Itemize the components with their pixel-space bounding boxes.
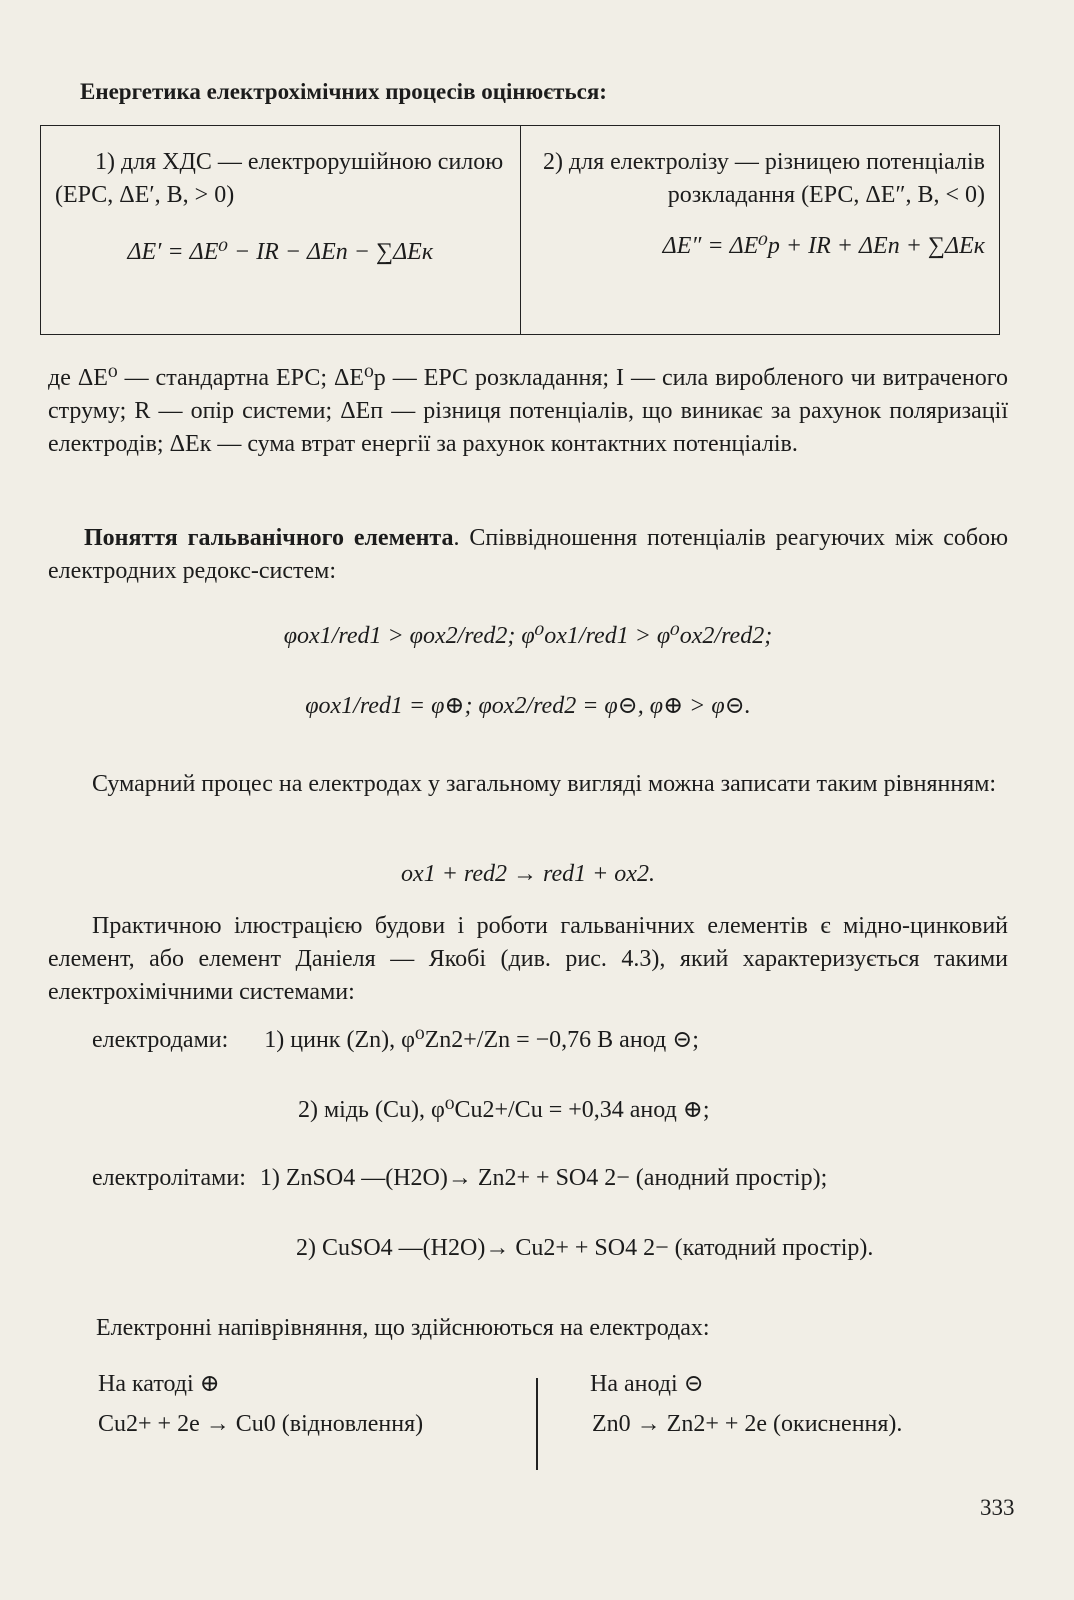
paragraph-definitions: де ΔE⁰ — стандартна ЕРС; ΔE⁰р — ЕРС розкладання; I — сила виробленого чи витраченого струму; R — опір системи; ΔEп — різниця потенціалів, що виникає за рахунок поляризації електродів; ΔEк — сума втрат енергії за рахунок контактних потенціалів. xyxy=(48,365,1008,458)
equation-overall: ox1 + red2 → red1 + ox2. xyxy=(401,861,655,887)
page-number: 333 xyxy=(980,1495,1015,1520)
electrode-copper: 2) мідь (Cu), φ⁰Cu2+/Cu = +0,34 анод ⊕; xyxy=(298,1097,710,1123)
table-cell-galvanic xyxy=(41,126,521,335)
cathode-title: На катоді ⊕ xyxy=(98,1371,220,1397)
cell-text-right: 2) для електролізу — різницею потенціалів розкладання (ЕРС, ΔE″, В, < 0) xyxy=(542,149,985,209)
electrolytes-label: електролітами: xyxy=(92,1165,246,1191)
cell-text-left: 1) для ХДС — електрорушійною силою (ЕРС, ΔE′, В, > 0) xyxy=(55,149,504,209)
term-galvanic-element: Поняття гальванічного елемента xyxy=(84,525,454,551)
electrode-zinc: 1) цинк (Zn), φ⁰Zn2+/Zn = −0,76 В анод ⊝; xyxy=(264,1027,699,1053)
electrolyte-cuso4: 2) CuSO4 —(H2O)→ Cu2+ + SO4 2− (катодний простір). xyxy=(296,1235,874,1261)
paragraph-daniell-jacobi: Практичною ілюстрацією будови і роботи гальванічних елементів є мідно-цинковий елемент, або елемент Даніеля — Якобі (див. рис. 4.3), який характеризується такими електрохімічними системами: xyxy=(48,913,1008,1006)
formula-left: ΔE′ = ΔE⁰ − IR − ΔEп − ∑ΔEк xyxy=(127,239,434,266)
electrodes-row-1 xyxy=(92,1024,699,1057)
paragraph-galvanic-text: . Співвідношення потенціалів реагуючих між собою електродних редокс-систем: xyxy=(48,525,1008,585)
energetics-table xyxy=(40,125,1000,335)
equation-potentials-2: φox1/red1 = φ⊕; φox2/red2 = φ⊝, φ⊕ > φ⊝. xyxy=(305,693,751,719)
formula-right: ΔE″ = ΔE⁰р + IR + ΔEп + ∑ΔEк xyxy=(662,233,985,260)
table-cell-electrolysis xyxy=(520,126,1000,335)
anode-equation: Zn0 → Zn2+ + 2e (окиснення). xyxy=(592,1411,903,1437)
anode-title: На аноді ⊝ xyxy=(590,1371,704,1397)
electrolyte-znso4: 1) ZnSO4 —(H2O)→ Zn2+ + SO4 2− (анодний простір); xyxy=(259,1165,828,1191)
section-heading: Енергетика електрохімічних процесів оцінюється: xyxy=(80,79,607,104)
column-divider xyxy=(536,1378,538,1470)
electrodes-label: електродами: xyxy=(92,1027,229,1053)
cathode-equation: Cu2+ + 2e → Cu0 (відновлення) xyxy=(98,1411,424,1437)
paragraph-overall-process: Сумарний процес на електродах у загальному вигляді можна записати таким рівнянням: xyxy=(92,771,997,797)
paragraph-galvanic-concept xyxy=(48,522,1008,588)
paragraph-half-reactions: Електронні напіврівняння, що здійснюються на електродах: xyxy=(96,1315,710,1341)
equation-potentials-1: φox1/red1 > φox2/red2; φ⁰ox1/red1 > φ⁰ox2/red2; xyxy=(283,623,773,649)
electrolytes-row-1 xyxy=(92,1162,827,1195)
